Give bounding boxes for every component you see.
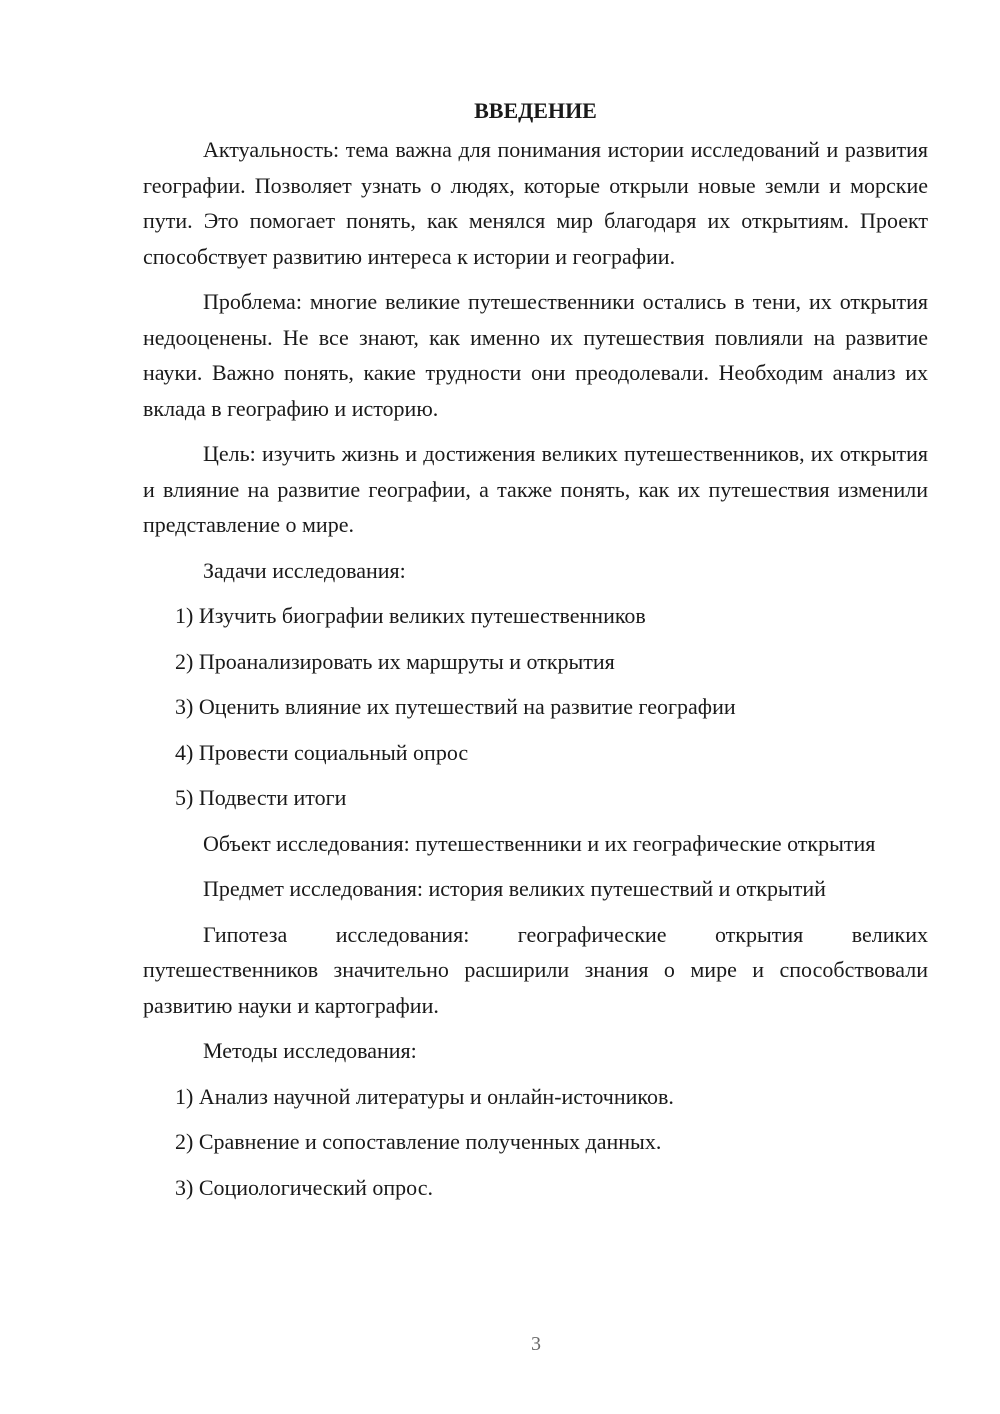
method-item: 1) Анализ научной литературы и онлайн-источников.: [175, 1083, 674, 1109]
task-item: 3) Оценить влияние их путешествий на развитие географии: [175, 694, 736, 719]
subject-paragraph: Предмет исследования: история великих путешествий и открытий: [203, 876, 826, 901]
methods-heading: Методы исследования:: [203, 1038, 417, 1063]
method-item: 2) Сравнение и сопоставление полученных данных.: [175, 1129, 662, 1154]
goal-paragraph: Цель: изучить жизнь и достижения великих путешественников, их открытия и влияние на развитие географии, а также понять, как их путешествия изменили представление о мире.: [143, 441, 928, 537]
relevance-paragraph: Актуальность: тема важна для понимания истории исследований и развития географии. Позволяет узнать о людях, которые открыли новые земли и морские пути. Это помогает понять, как менялся мир благодаря их открытиям. Проект способствует развитию интереса к истории и географии.: [143, 137, 928, 269]
task-item: 2) Проанализировать их маршруты и открытия: [175, 648, 615, 674]
tasks-heading: Задачи исследования:: [203, 557, 406, 583]
page-content: [143, 96, 928, 1205]
page-title: ВВЕДЕНИЕ: [474, 98, 597, 123]
task-item: 1) Изучить биографии великих путешественников: [175, 603, 646, 628]
problem-paragraph: Проблема: многие великие путешественники остались в тени, их открытия недооценены. Не все знают, как именно их путешествия повлияли на развитие науки. Важно понять, какие трудности они преодолевали. Необходим анализ их вклада в географию и историю.: [143, 289, 928, 421]
task-item: 5) Подвести итоги: [175, 785, 347, 810]
page-number: 3: [531, 1333, 541, 1355]
method-item: 3) Социологический опрос.: [175, 1174, 433, 1200]
task-item: 4) Провести социальный опрос: [175, 739, 469, 765]
hypothesis-paragraph: Гипотеза исследования: географические открытия великих путешественников значительно расширили знания о мире и способствовали развитию науки и картографии.: [143, 921, 928, 1018]
object-paragraph: Объект исследования: путешественники и их географические открытия: [203, 830, 876, 856]
